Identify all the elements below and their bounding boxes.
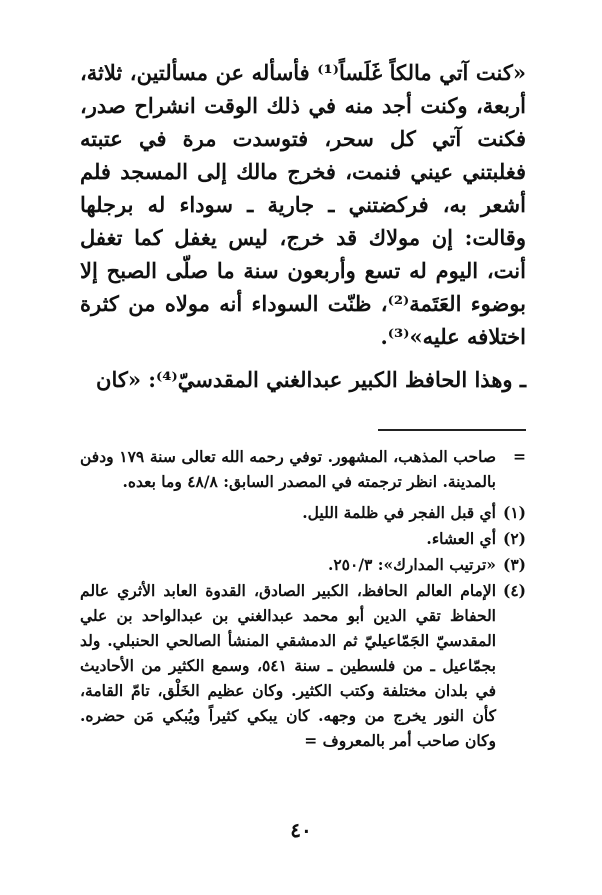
footnote-continued (80, 444, 526, 494)
main-text (80, 56, 526, 396)
footnote-marker: = (513, 447, 526, 466)
footnote-text: أي العشاء. (426, 529, 496, 548)
footnotes (80, 444, 526, 754)
footnote-text: أي قبل الفجر في ظلمة الليل. (302, 503, 496, 522)
footnote-marker: (٢) (502, 529, 526, 548)
page-number: ٤٠ (290, 818, 312, 842)
footnote-2 (80, 526, 526, 551)
footnote-marker: (٣) (502, 555, 526, 574)
footnote-text: «ترتيب المدارك»: ٢٥٠/٣. (327, 555, 496, 574)
footnote-3 (80, 552, 526, 577)
footnote-marker: (١) (502, 503, 526, 522)
footnote-1 (80, 500, 526, 525)
footnote-text: الإمام العالم الحافظ، الكبير الصادق، القدوة العابد الأثري عالم الحفاظ تقي الدين أبو محمد عبدالغني بن عبدالواحد بن علي المقدسيّ الجَمّاعيليّ ثم الدمشقي المنشأ الصالحي الحنبلي. ولد بجمّاعيل ـ من فلسطين ـ سنة ٥٤١، وسمع الكثير من الأحاديث في بلدان مختلفة وكتب الكثير. وكان عظيم الخَلْق، تامّ القامة، كأن النور يخرج من وجهه. كان يبكي كثيراً ويُبكي مَن حضره. وكان صاحب أمر بالمعروف = (80, 581, 496, 750)
paragraph-1: «كنت آتي مالكاً غَلَساً⁽¹⁾ فأسأله عن مسألتين، ثلاثة، أربعة، وكنت أجد منه في ذلك الوقت انشراح صدر، فكنت آتي كل سحر، فتوسدت مرة في عتبته فغلبتني عيني فنمت، فخرج مالك إلى المسجد فلم أشعر به، فركضتني ـ جارية ـ سوداء له برجلها وقالت: إن مولاك قد خرج، ليس يغفل كما تغفل أنت، اليوم له تسع وأربعون سنة ما صلّى الصبح إلا بوضوء العَتَمة⁽²⁾، ظنّت السوداء أنه مولاه من كثرة اختلافه عليه»⁽³⁾. (80, 60, 527, 349)
footnote-separator (378, 429, 526, 431)
footnote-text: صاحب المذهب، المشهور. توفي رحمه الله تعالى سنة ١٧٩ ودفن بالمدينة. انظر ترجمته في المصدر السابق: ٤٨/٨ وما بعده. (80, 447, 496, 491)
footnote-4 (80, 578, 526, 753)
paragraph-2: ـ وهذا الحافظ الكبير عبدالغني المقدسيّ⁽⁴⁾: «كان (96, 367, 526, 392)
footnote-marker: (٤) (502, 581, 526, 600)
